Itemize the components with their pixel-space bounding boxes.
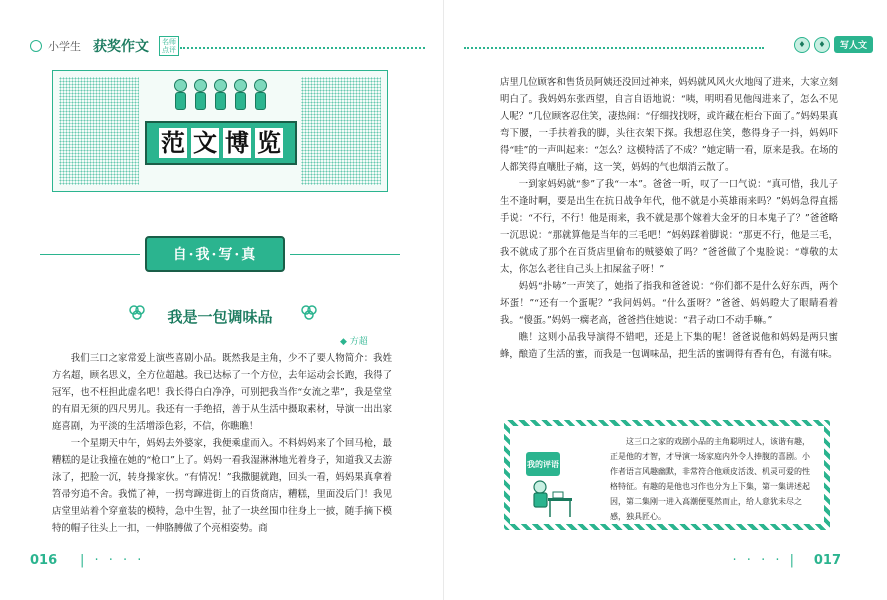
child-figure-icon — [211, 79, 229, 111]
banner-title-char: 文 — [193, 128, 217, 157]
essay-paragraph: 我们三口之家常爱上演些喜剧小品。既然我是主角，少不了要人物简介：我姓方名超，顾名思义，全方位超越。我已达标了一个方位，去年运动会长跑，我得了冠军，也不枉担此虚名吧！我长得白白净净，可别把我当作“女流之辈”，我是堂堂的有眉无须的四尺男儿。我还有一手绝招，善于从生活中摄取素材，导演一出出家庭喜剧，为平淡的生活增添色彩，不信，你瞧瞧！ — [52, 353, 392, 432]
book-tag-bottom: 点评 — [162, 46, 176, 54]
header-dotted-rule — [180, 47, 425, 49]
essay-body-left — [52, 350, 392, 537]
essay-paragraph: 一个星期天中午，妈妈去外婆家，我便乘虚而入。不料妈妈来了个回马枪，最糟糕的是让我撞在她的“枪口”上了。妈妈一看我湿淋淋地光着身子，知道我又去游泳了，把脸一沉，转身操家伙。“有情况！”我撒腿就跑，回头一看，妈妈果真拿着笤帚穷追不舍。我慌了神，一拐弯蹿进街上的百货商店，糟糕，里面没后门！我见店堂里站着个穿童装的模特，急中生智，扯了一块丝围巾往身上一披，随手摘下模特的帽子往头上一扣，一伸胳膊做了个亮相姿势。商 — [52, 438, 392, 534]
footer-dots-right: · · · · | — [732, 553, 797, 568]
header-badge-icon: ♦ — [814, 37, 830, 53]
banner-title-char: 博 — [225, 128, 249, 157]
essay-paragraph: 妈妈“扑哧”一声笑了，她指了指我和爸爸说：“你们都不是什么好东西，两个坏蛋！”“还有一个蛋呢？”我问妈妈。“什么蛋呀？”爸爸、妈妈瞪大了眼睛看着我。“傻蛋。”妈妈一瘸老高，爸爸挡住她说：“君子动口不动手嘛。” — [500, 281, 838, 326]
children-illustration — [171, 79, 269, 111]
page-number-right: 017 — [813, 553, 841, 568]
commentary-inner — [510, 426, 824, 524]
running-header-left — [30, 36, 179, 56]
footer-dots-left: | · · · · — [80, 553, 145, 568]
banner-title-char: 览 — [257, 128, 281, 157]
essay-title: 我是一包调味品 — [167, 308, 273, 326]
banner-dot-pattern — [59, 77, 139, 185]
banner-title — [145, 121, 297, 165]
section-tab-rule — [40, 254, 140, 255]
clover-icon — [300, 304, 318, 322]
left-page — [0, 0, 443, 600]
commentary-text: 这三口之家的戏剧小品的主角聪明过人，该谐有趣，正是他的才智，才导演一场家庭内外令人捧腹的喜剧。小作者语言风趣幽默，非常符合他顽皮活泼、机灵可爱的性格特征。有趣的是他也习作也分为上下集，第一集讲述起因，第二集刚一进入高潮便戛然而止，给人意犹未尽之感，独具匠心。 — [610, 437, 810, 521]
commentary-badge: 我的评语 — [526, 452, 560, 476]
running-header-right — [794, 36, 873, 53]
essay-body-right — [500, 74, 838, 363]
essay-paragraph: 瞧！这则小品我导演得不错吧，还是上下集的呢！爸爸说他和妈妈是两只蜜蜂，酿造了生活的蜜，而我是一包调味品，把生活的蜜调得有香有色，有滋有味。 — [500, 332, 838, 360]
child-figure-icon — [191, 79, 209, 111]
essay-author: ◆ 方超 — [340, 337, 368, 347]
header-circle-icon — [30, 40, 42, 52]
section-tab-rule — [290, 254, 400, 255]
series-label: 小学生 — [48, 40, 81, 53]
header-dotted-rule — [464, 47, 764, 49]
section-badge: 写人文 — [834, 36, 873, 53]
commentary-box — [504, 420, 830, 530]
book-title: 获奖作文 — [93, 39, 149, 55]
right-page — [444, 0, 887, 600]
teacher-at-desk-icon — [526, 478, 574, 518]
banner-dot-pattern — [301, 77, 381, 185]
essay-paragraph: 一到家妈妈就“参”了我“一本”。爸爸一听，叹了一口气说：“真可惜，我儿子生不逢时啊，要是出生在抗日战争年代，他不就是小英雄雨来吗？”妈妈急得直摇手说：“不行，不行！他是雨来，我不就是那个嫁着大金牙的日本鬼子了？”爸爸略一沉思说：“那就算他是当年的三毛吧！”妈妈踩着脚说：“那更不行，他是三毛，我不就成了那个在百货店里偷布的贼婆娘了吗？”爸爸做了个鬼脸说：“尊敬的太太，你怎么老往自己头上扣屎盆子呀！” — [500, 179, 838, 275]
section-tab — [145, 236, 285, 272]
book-tag-top: 名师 — [162, 38, 176, 46]
header-badge-icon: ♦ — [794, 37, 810, 53]
book-tag — [159, 36, 179, 56]
page-number-left: 016 — [30, 553, 58, 568]
child-figure-icon — [171, 79, 189, 111]
child-figure-icon — [251, 79, 269, 111]
essay-paragraph: 店里几位顾客和售货员阿姨还没回过神来，妈妈就风风火火地闯了进来，大家立刻明白了。我妈妈东张西望，自言自语地说：“咦，明明看见他闯进来了，怎么不见人呢？”几位顾客忍住笑，凄热闹：“仔细找找呀，或许藏在柜台下面了。”妈妈果真弯下腰，一手扶着我的脚，头往衣架下探。我想忍住笑，憋得身子一抖，妈妈吓得“哇”的一声叫起来：“怎么？这模特活了不成？”她定睛一看，原来是我。在场的人都笑得直嚷肚子痛，这一笑，妈妈的气也烟消云散了。 — [500, 77, 838, 173]
section-banner — [52, 70, 388, 192]
banner-title-char: 范 — [161, 128, 185, 157]
child-figure-icon — [231, 79, 249, 111]
section-tab-label: 自·我·写·真 — [172, 247, 258, 263]
